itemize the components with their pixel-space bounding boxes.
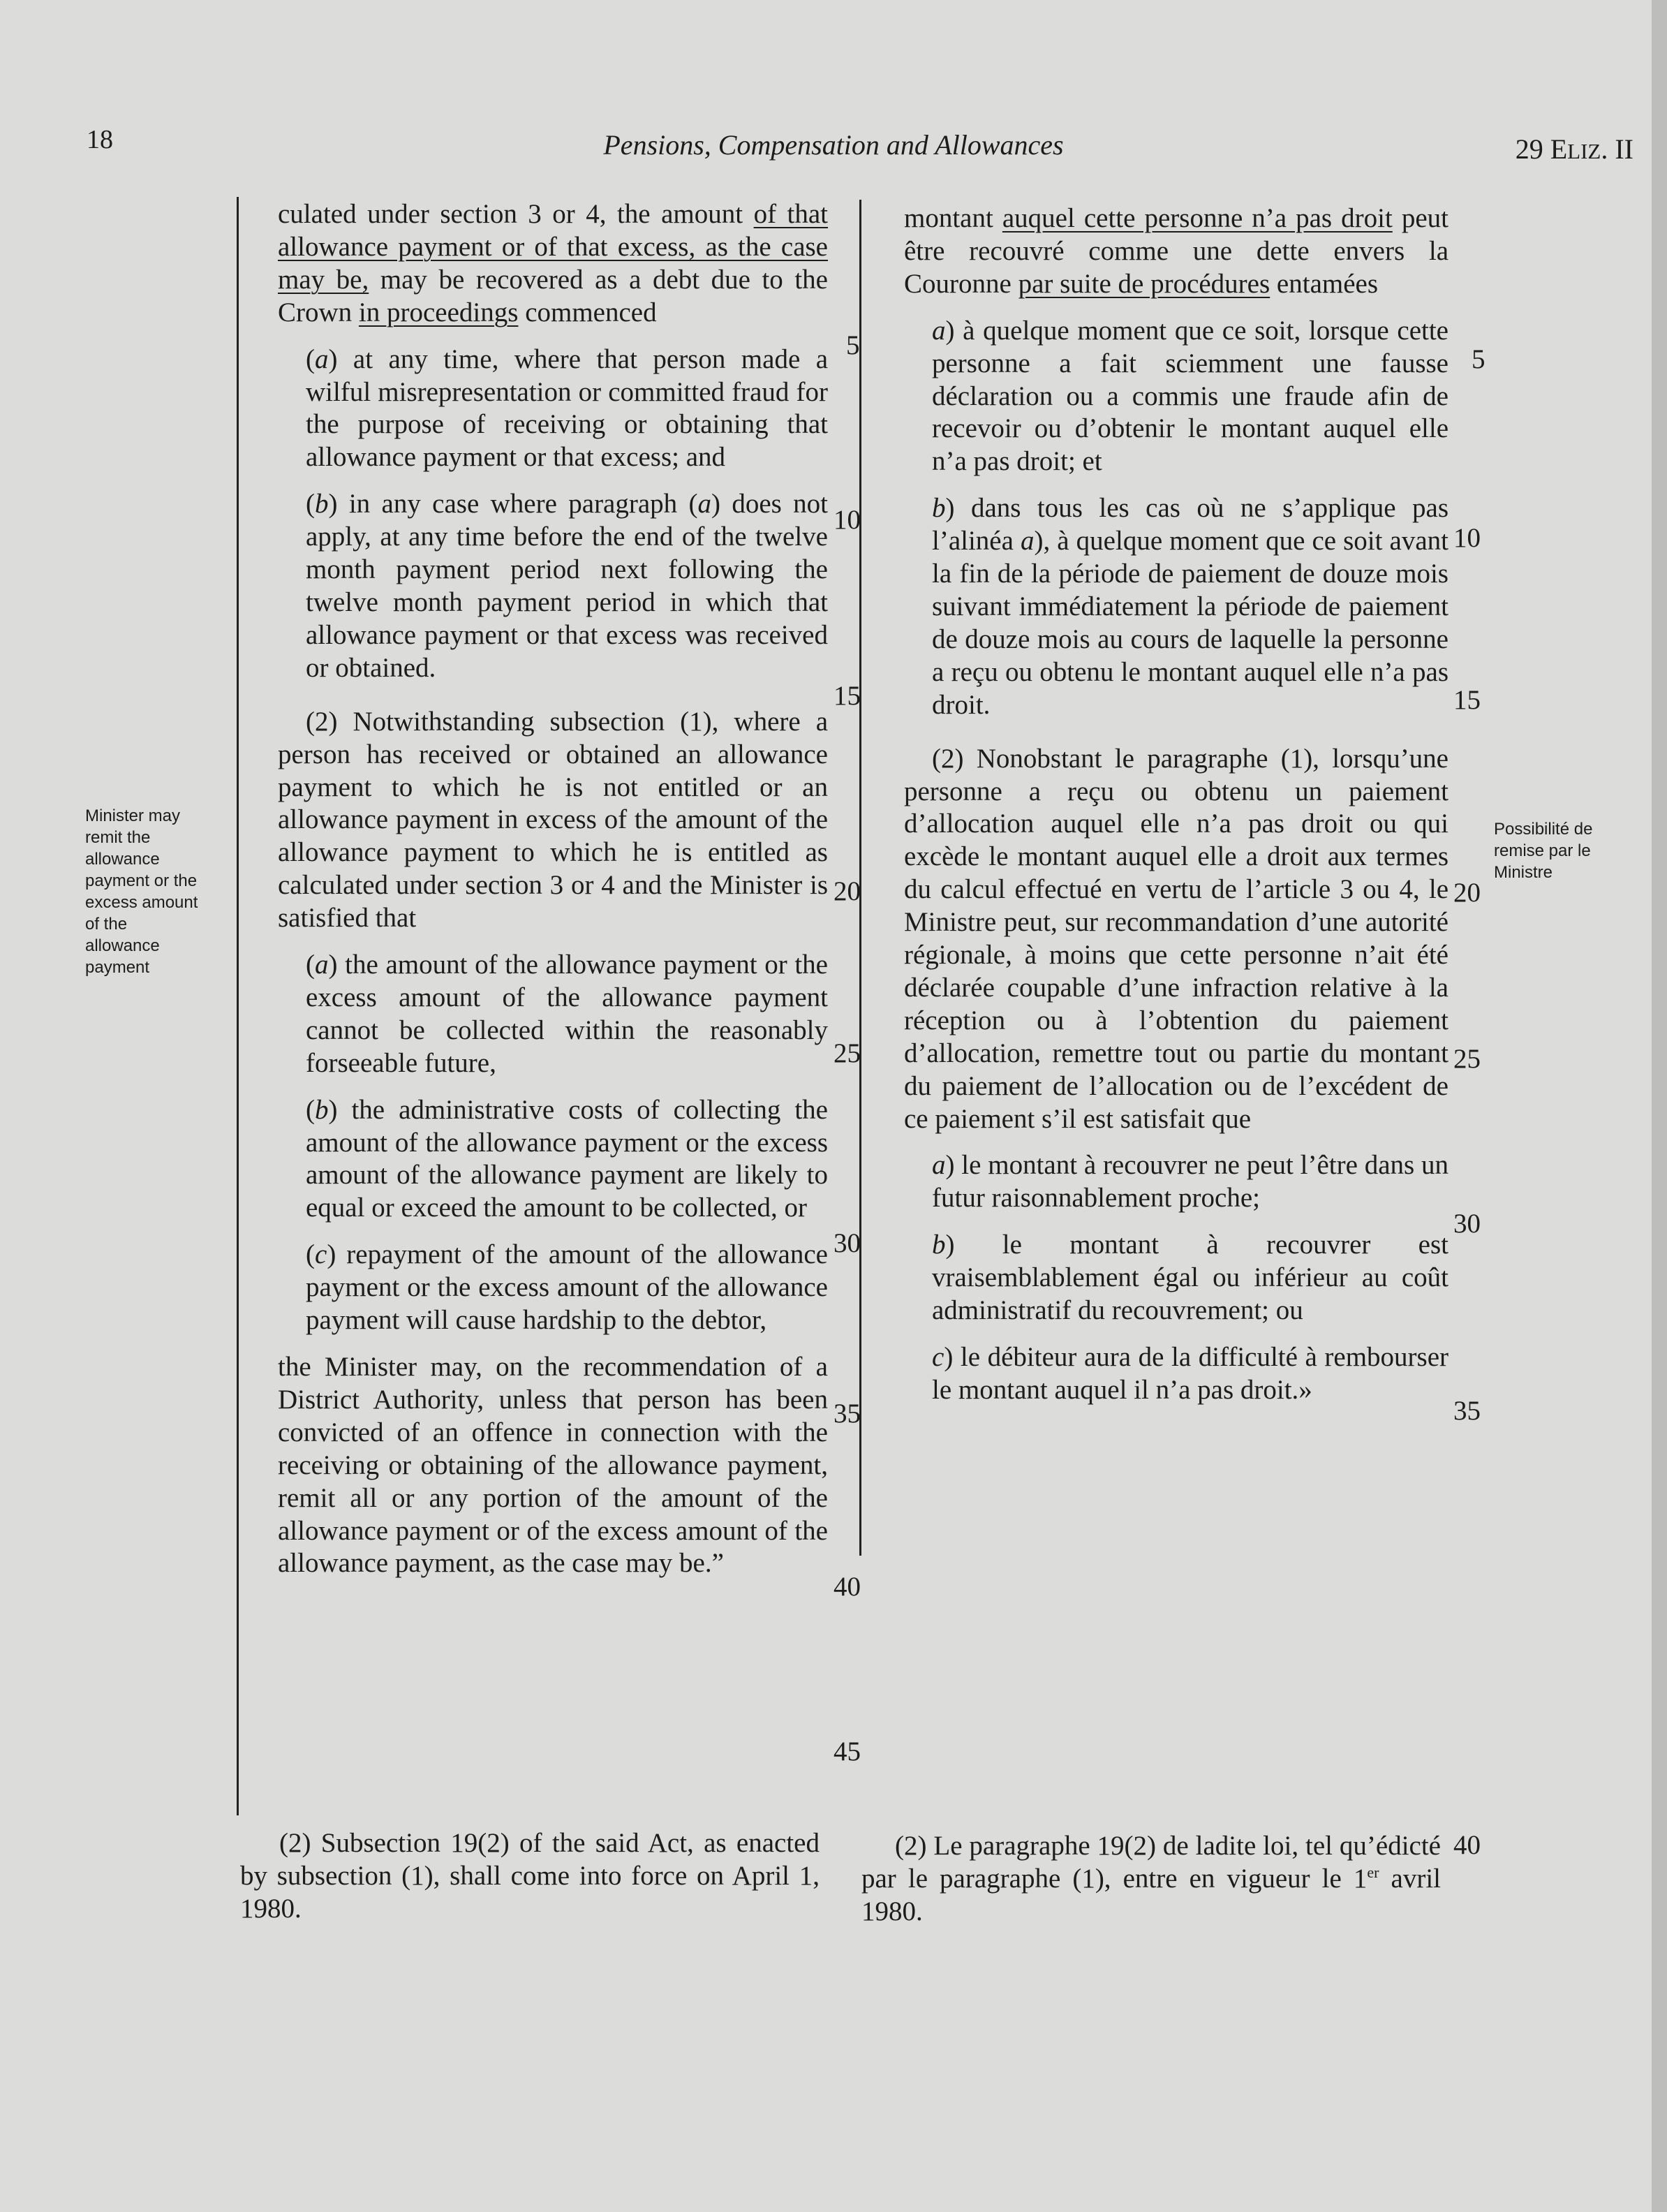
margin-note-line: allowance bbox=[85, 936, 160, 955]
underlined-amendment: of that allowance payment or of that excess, as the case may be, bbox=[278, 199, 829, 295]
french-opening bbox=[904, 202, 1449, 301]
line-number: 30 bbox=[1453, 1209, 1481, 1239]
english-sub2-para-b: (b) the administrative costs of collecting the amount of the allowance payment or the excess amount of the allowance payment are likely to equal or exceed the amount to be collected, or bbox=[306, 1094, 828, 1223]
margin-note-line: excess amount bbox=[85, 893, 198, 912]
margin-note-line: remise par le bbox=[1494, 841, 1591, 860]
para-reference: a bbox=[697, 489, 711, 519]
margin-note-line: allowance bbox=[85, 850, 160, 869]
french-sub2-para-c: c) le débiteur aura de la difficulté à rembourser le montant auquel il n’a pas droit.» bbox=[932, 1342, 1449, 1405]
text-run: the amount of the allowance payment or the excess amount of the allowance payment cannot be collected within the reasonably forseeable future, bbox=[306, 950, 828, 1078]
english-sub2-para-c: (c) repayment of the amount of the allowance payment or the excess amount of the allowance payment will cause hardship to the debtor, bbox=[306, 1239, 828, 1336]
line-number: 35 bbox=[834, 1399, 861, 1429]
english-sub2-tail: the Minister may, on the recommendation of a District Authority, unless that person has been convicted of an offence in connection with the receiving or obtaining of the allowance payment, remit all or any portion of the amount of the allowance payment or of the excess amount of the allowance payment, as the case may be.” bbox=[278, 1352, 828, 1579]
para-label: b bbox=[315, 489, 329, 519]
margin-note-french bbox=[1494, 818, 1633, 883]
line-number: 40 bbox=[1453, 1830, 1481, 1860]
margin-note-line: of the bbox=[85, 915, 128, 934]
french-para-a: a) à quelque moment que ce soit, lorsque cette personne a fait sciemment une fausse déclaration ou a commis une fraude afin de recevoir ou d’obtenir le montant auquel elle n’a pas droit; et bbox=[932, 315, 1449, 477]
superscript: er bbox=[1367, 1864, 1379, 1881]
english-subsection-2: (2) Notwithstanding subsection (1), where a person has received or obtained an allowance payment to which he is not entitled or an allowance payment in excess of the amount of the allowance payment to which he is entitled as calculated under section 3 or 4 and the Minister is satisfied that bbox=[278, 706, 828, 934]
line-number: 30 bbox=[834, 1228, 861, 1258]
line-number: 15 bbox=[834, 681, 861, 711]
margin-note-line: Ministre bbox=[1494, 863, 1553, 882]
english-sub2-para-a: (a) the amount of the allowance payment or the excess amount of the allowance payment cannot be collected within the reasonably forseeable future, bbox=[306, 950, 828, 1078]
text-run: at any time, where that person made a wilful misrepresentation or committed fraud for the purpose of receiving or obtaining that allowance payment or that excess; and bbox=[306, 344, 828, 473]
text-run: culated under section 3 or 4, the amount bbox=[278, 199, 754, 229]
para-label: b bbox=[932, 1230, 946, 1260]
margin-note-line: payment or the bbox=[85, 871, 198, 890]
text-run: avril 1980. bbox=[861, 1864, 1441, 1926]
page-edge-shadow bbox=[1652, 0, 1667, 2212]
running-title: Pensions, Compensation and Allowances bbox=[603, 129, 1064, 161]
line-number: 5 bbox=[1472, 344, 1486, 374]
para-label: a bbox=[932, 1150, 946, 1181]
line-number: 45 bbox=[834, 1737, 861, 1767]
english-para-b: (b) in any case where paragraph (a) does not apply, at any time before the end of the twelve month payment period next following the twelve month payment period in which that allowance payment or that excess was received or obtained. bbox=[306, 489, 829, 683]
para-label: a bbox=[315, 950, 329, 980]
line-number: 35 bbox=[1453, 1396, 1481, 1426]
underlined-amendment: auquel cette personne n’a pas droit bbox=[1002, 203, 1393, 233]
regnal-year bbox=[1516, 133, 1633, 165]
line-number: 20 bbox=[834, 876, 861, 906]
line-number: 25 bbox=[1453, 1044, 1481, 1074]
text-run: le montant à recouvrer est vraisemblablement égal ou inférieur au coût administratif du recouvrement; ou bbox=[932, 1230, 1449, 1326]
line-number: 10 bbox=[834, 505, 861, 535]
english-closing bbox=[240, 1827, 820, 1925]
text-run: à quelque moment que ce soit, lorsque cette personne a fait sciemment une fausse déclaration ou a commis une fraude afin de recevoir ou d’obtenir le montant auquel elle n’a pas droit; et bbox=[932, 315, 1449, 477]
french-para-b: b) dans tous les cas où ne s’applique pas l’alinéa a), à quelque moment que ce soit avant la fin de la période de paiement de douze mois suivant immédiatement la période de paiement de douze mois au cours de laquelle la personne a reçu ou obtenu le montant auquel elle n’a pas droit. bbox=[932, 493, 1449, 720]
text-run: (2) Subsection 19(2) of the said Act, as enacted by subsection (1), shall come into force on April 1, 1980. bbox=[240, 1828, 820, 1924]
regnal-year-prefix: 29 E bbox=[1515, 133, 1568, 165]
para-label: a bbox=[932, 315, 946, 346]
margin-note-line: payment bbox=[85, 958, 150, 977]
underlined-amendment: in proceedings bbox=[358, 297, 519, 327]
line-number: 20 bbox=[1453, 878, 1481, 908]
margin-note-line: Possibilité de bbox=[1494, 820, 1593, 839]
line-number: 10 bbox=[1453, 523, 1481, 553]
para-label: c bbox=[315, 1239, 327, 1270]
regnal-year-suffix: . II bbox=[1601, 133, 1633, 165]
margin-note-line: Minister may bbox=[85, 806, 181, 825]
para-label: a bbox=[315, 344, 329, 374]
line-number: 15 bbox=[1453, 685, 1481, 715]
text-run: ) does not apply, at any time before the end of the twelve month payment period next following the twelve month payment period in which that allowance payment or that excess was received or obtained. bbox=[306, 489, 829, 683]
text-run: commenced bbox=[518, 297, 657, 327]
para-label: b bbox=[932, 493, 946, 524]
french-sub2-para-b: b) le montant à recouvrer est vraisemblablement égal ou inférieur au coût administratif du recouvrement; ou bbox=[932, 1230, 1449, 1326]
underlined-amendment: par suite de procédures bbox=[1018, 268, 1270, 299]
english-para-a: (a) at any time, where that person made a wilful misrepresentation or committed fraud for the purpose of receiving or obtaining that allowance payment or that excess; and bbox=[306, 344, 828, 473]
line-number: 40 bbox=[834, 1572, 861, 1602]
regnal-year-smallcaps: LIZ bbox=[1567, 139, 1601, 163]
english-opening bbox=[278, 198, 828, 330]
text-run: le montant à recouvrer ne peut l’être dans un futur raisonnablement proche; bbox=[932, 1150, 1449, 1214]
french-sub2-para-a: a) le montant à recouvrer ne peut l’être dans un futur raisonnablement proche; bbox=[932, 1150, 1449, 1214]
text-run: in any case where paragraph ( bbox=[337, 489, 698, 519]
text-run: dans tous les cas où ne s’applique pas l’alinéa bbox=[932, 493, 1449, 556]
margin-note-line: remit the bbox=[85, 828, 151, 847]
line-number: 25 bbox=[834, 1038, 861, 1068]
french-closing bbox=[861, 1829, 1441, 1928]
para-label: c bbox=[932, 1342, 944, 1372]
french-subsection-2: (2) Nonobstant le paragraphe (1), lorsqu’une personne a reçu ou obtenu un paiement d’allocation auquel elle n’a pas droit ou qui excède le montant auquel elle a droit aux termes du calcul effectué en vertu de l’article 3 ou 4, le Ministre peut, sur recommandation d’une autorité régionale, à moins que cette personne n’ait été déclarée coupable d’une infraction relative à la réception ou à l’obtention du paiement d’allocation, remettre tout ou partie du montant du paiement de l’allocation ou de l’excédent de ce paiement s’il est satisfait que bbox=[904, 743, 1449, 1134]
text-run: the administrative costs of collecting the amount of the allowance payment or the excess amount of the allowance payment are likely to equal or exceed the amount to be collected, or bbox=[306, 1094, 828, 1223]
text-run: entamées bbox=[1270, 268, 1379, 299]
text-run: repayment of the amount of the allowance payment or the excess amount of the allowance payment will cause hardship to the debtor, bbox=[306, 1239, 828, 1336]
text-run: may be recovered as a debt due to the Crown bbox=[278, 264, 828, 327]
text-run: peut être recouvré comme une dette envers la Couronne bbox=[904, 203, 1449, 299]
para-label: b bbox=[315, 1094, 329, 1125]
text-run: le débiteur aura de la difficulté à rembourser le montant auquel il n’a pas droit.» bbox=[932, 1342, 1449, 1405]
text-run: ), à quelque moment que ce soit avant la fin de la période de paiement de douze mois suivant immédiatement la période de paiement de douze mois au cours de laquelle la personne a reçu ou obtenu le montant auquel elle n’a pas droit. bbox=[932, 526, 1449, 720]
left-margin-rule bbox=[237, 197, 239, 1815]
para-reference: a bbox=[1021, 526, 1035, 556]
page-number: 18 bbox=[87, 125, 113, 154]
text-run: (2) Le paragraphe 19(2) de ladite loi, tel qu’édicté par le paragraphe (1), entre en vigueur le 1 bbox=[861, 1831, 1441, 1894]
margin-note-english bbox=[85, 805, 225, 978]
text-run: montant bbox=[904, 203, 1002, 233]
english-column bbox=[278, 198, 828, 1580]
french-column bbox=[904, 202, 1449, 1407]
line-number: 5 bbox=[846, 330, 860, 360]
